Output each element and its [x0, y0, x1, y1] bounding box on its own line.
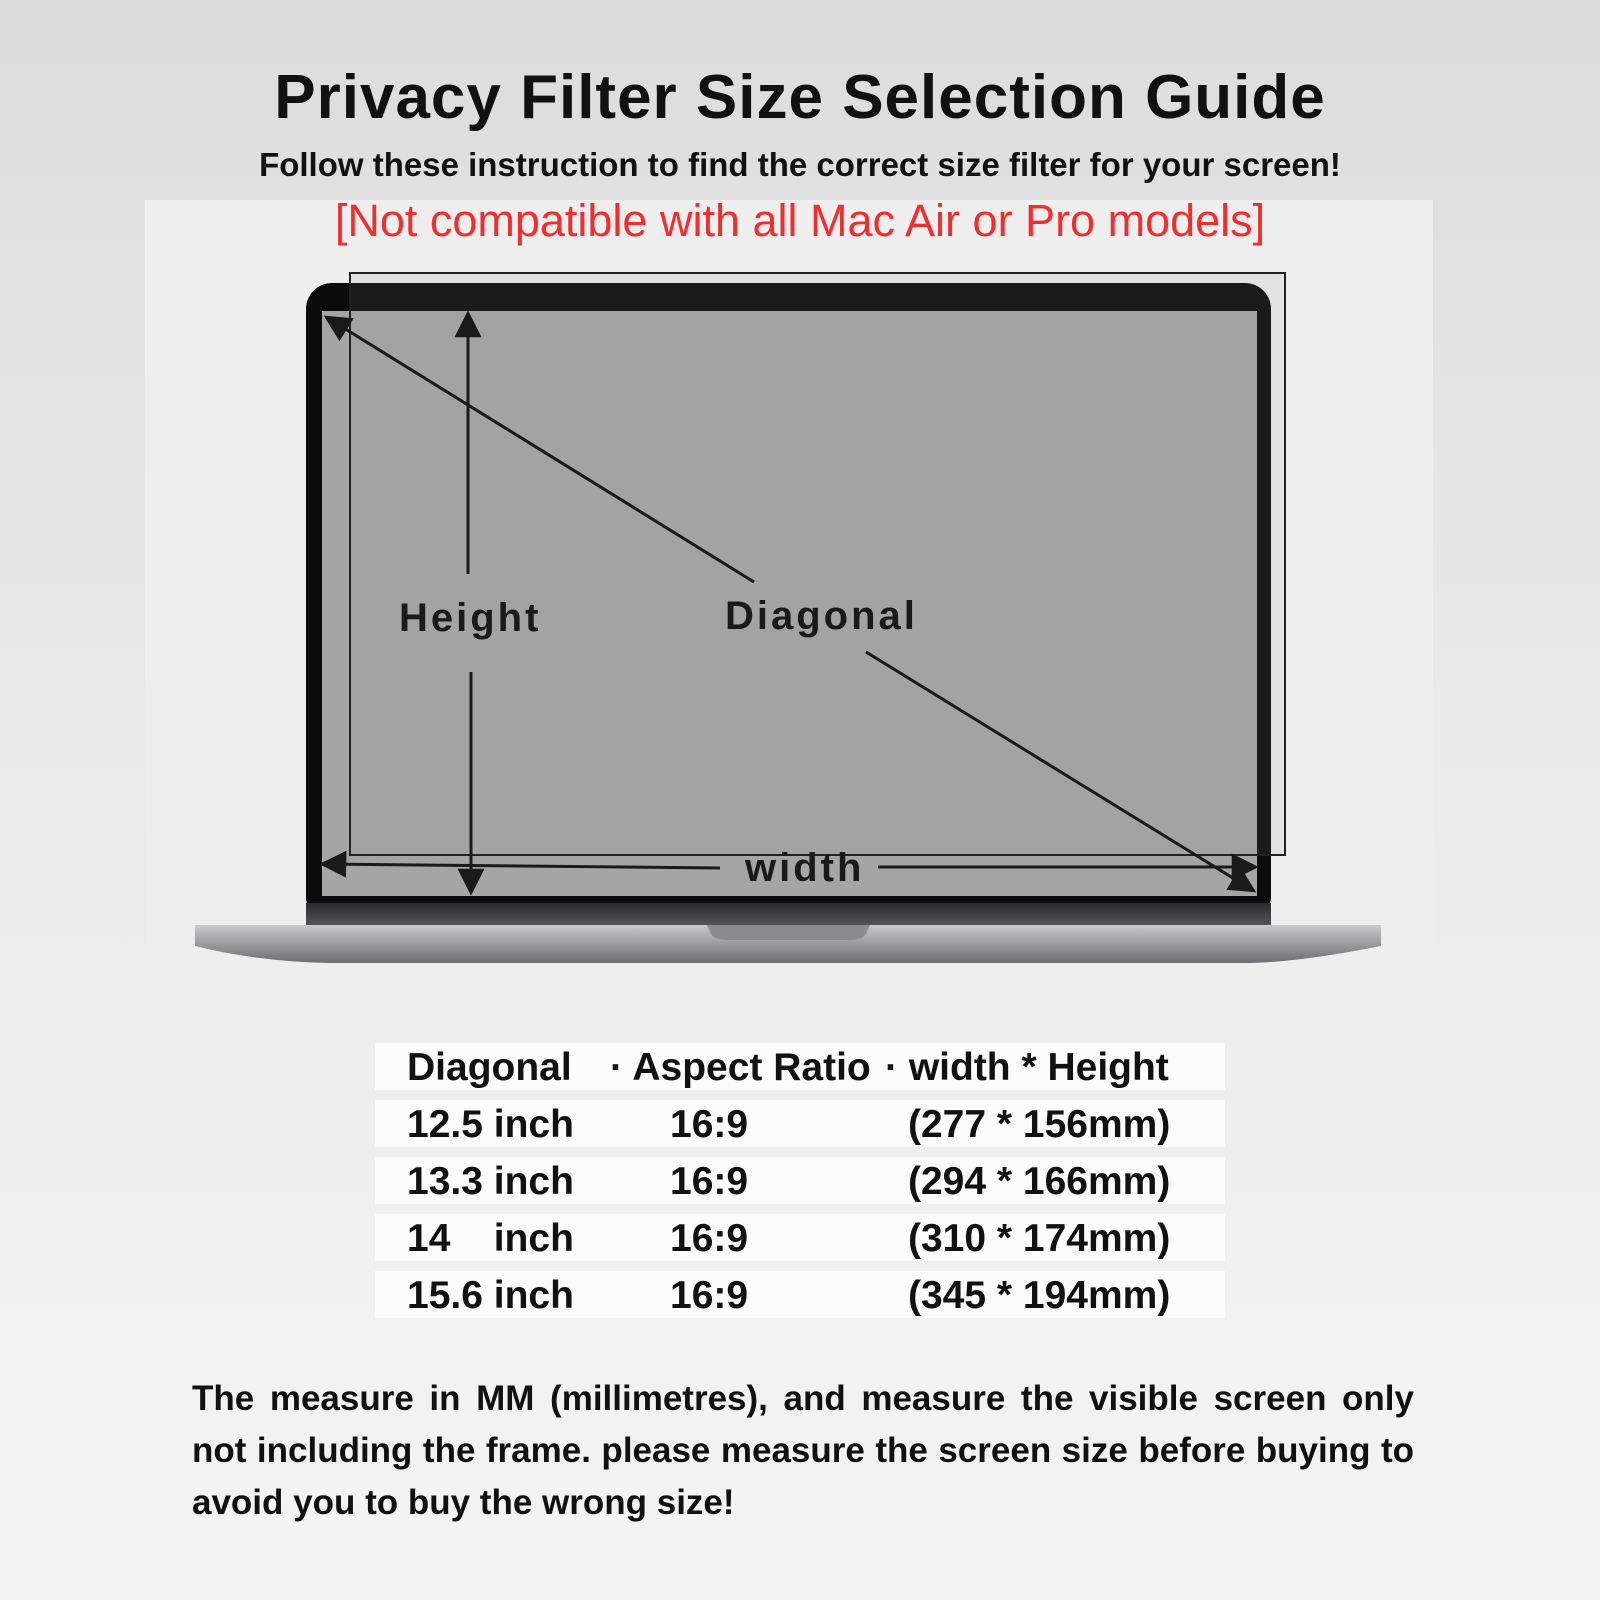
width-label: width: [745, 846, 865, 890]
table-row: [375, 1100, 1225, 1147]
row-ratio: 16:9: [670, 1103, 749, 1146]
row-diagonal: 12.5 inch: [407, 1103, 574, 1146]
row-ratio: 16:9: [670, 1274, 749, 1317]
row-diagonal: 15.6 inch: [407, 1274, 574, 1317]
diagonal-label: Diagonal: [725, 594, 918, 638]
header-aspect-ratio: · Aspect Ratio: [610, 1046, 871, 1089]
row-diagonal: 14 inch: [407, 1217, 574, 1260]
laptop-notch: [707, 925, 870, 940]
compatibility-warning: [Not compatible with all Mac Air or Pro models]: [334, 195, 1266, 246]
table-row: [375, 1214, 1225, 1261]
header-diagonal: Diagonal: [407, 1046, 572, 1089]
row-dims: (345 * 194mm): [908, 1274, 1171, 1317]
row-dims: (277 * 156mm): [908, 1103, 1171, 1146]
height-label: Height: [399, 596, 542, 640]
table-row: [375, 1157, 1225, 1204]
row-dims: (294 * 166mm): [908, 1160, 1171, 1203]
table-header-row: [375, 1043, 1225, 1090]
row-dims: (310 * 174mm): [908, 1217, 1171, 1260]
laptop-hinge: [306, 903, 1271, 925]
privacy-filter-outline: [350, 273, 1285, 855]
row-ratio: 16:9: [670, 1160, 749, 1203]
page-title: Privacy Filter Size Selection Guide: [274, 63, 1326, 132]
row-diagonal: 13.3 inch: [407, 1160, 574, 1203]
row-ratio: 16:9: [670, 1217, 749, 1260]
header-width-height: · width * Height: [885, 1046, 1169, 1089]
page-subtitle: Follow these instruction to find the correct size filter for your screen!: [259, 146, 1341, 183]
measurement-note: The measure in MM (millimetres), and measure the visible screen only not including the frame. please measure the screen size before buying to avoid you to buy the wrong size!: [192, 1379, 1414, 1522]
table-row: [375, 1271, 1225, 1318]
